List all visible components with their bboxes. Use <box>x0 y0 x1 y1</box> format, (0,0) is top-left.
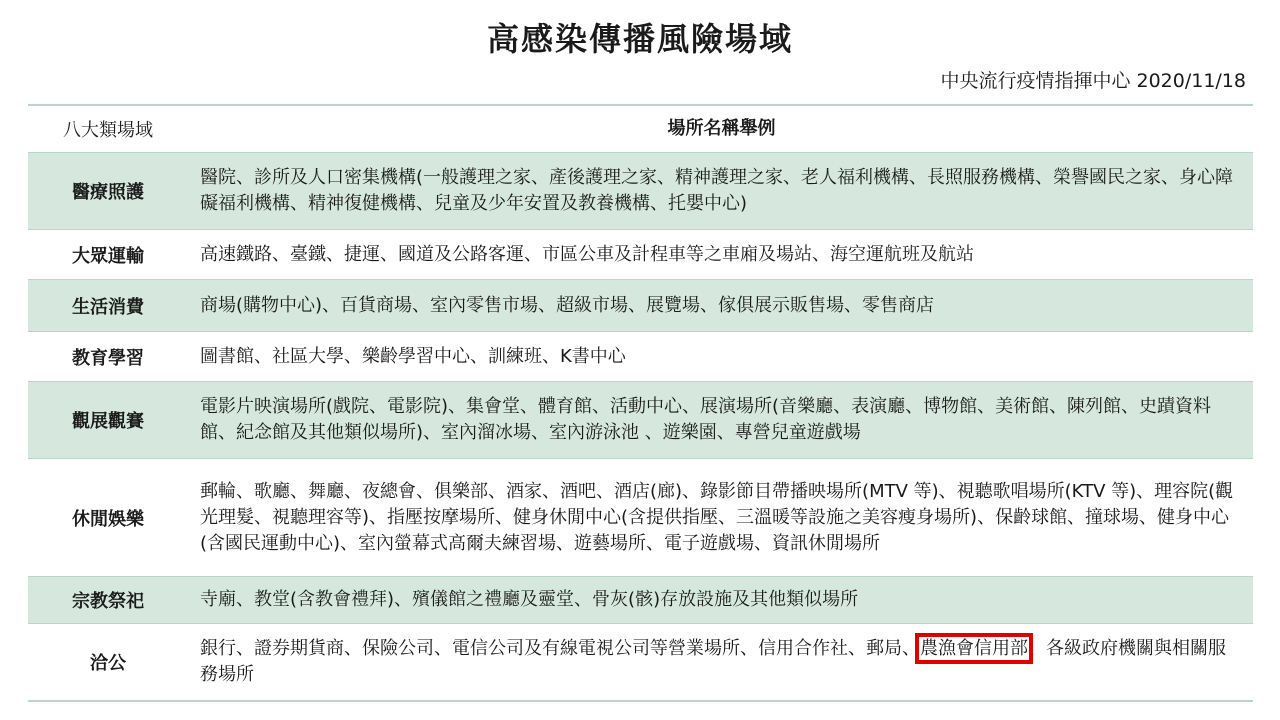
row-examples: 寺廟、教堂(含教會禮拜)、殯儀館之禮廳及靈堂、骨灰(骸)存放設施及其他類似場所 <box>200 589 859 610</box>
row-examples: 商場(購物中心)、百貨商場、室內零售市場、超級市場、展覽場、傢俱展示販售場、零售商店 <box>200 294 935 316</box>
column-header-examples: 場所名稱舉例 <box>667 118 776 139</box>
row-category: 醫療照護 <box>72 182 144 203</box>
row-examples <box>188 636 1253 688</box>
table-row-public-affairs <box>28 623 1253 700</box>
table-row-consumer-shopping <box>28 279 1253 331</box>
row-category: 宗教祭祀 <box>72 591 144 612</box>
column-header-category: 八大類場域 <box>63 120 153 141</box>
row-examples: 郵輪、歌廳、舞廳、夜總會、俱樂部、酒家、酒吧、酒店(廊)、錄影節目帶播映場所(MTV 等)、視聽歌唱場所(KTV 等)、理容院(觀光理髮、視聽理容等)、指壓按摩場所、健身休閒中心(含提供指壓、三溫暖等設施之美容瘦身場所)、保齡球館、撞球場、健身中心(含國民運動中心)、室內螢幕式高爾夫練習場、遊藝場所、電子遊戲場、資訊休閒場所 <box>200 480 1234 554</box>
highlighted-venue: 農漁會信用部 <box>920 638 1028 659</box>
table-row-leisure-entertainment <box>28 458 1253 576</box>
row-category: 教育學習 <box>72 347 144 369</box>
table-row-public-transport <box>28 229 1253 279</box>
row-category: 大眾運輸 <box>72 245 144 267</box>
row-examples: 醫院、診所及人口密集機構(一般護理之家、產後護理之家、精神護理之家、老人福利機構、長照服務機構、榮譽國民之家、身心障礙福利機構、精神復健機構、兒童及少年安置及教養機構、托嬰中心) <box>200 167 1234 214</box>
table-header-row <box>28 106 1253 152</box>
source-and-date: 中央流行疫情指揮中心 2020/11/18 <box>940 70 1246 92</box>
examples-text-before: 銀行、證券期貨商、保險公司、電信公司及有線電視公司等營業場所、信用合作社、郵局、 <box>200 638 920 659</box>
row-examples: 電影片映演場所(戲院、電影院)、集會堂、體育館、活動中心、展演場所(音樂廳、表演廳、博物館、美術館、陳列館、史蹟資料館、紀念館及其他類似場所)、室內溜冰場、室內游泳池 、遊樂園、專營兒童遊戲場 <box>200 396 1212 443</box>
row-category: 觀展觀賽 <box>72 411 144 432</box>
examples-text-after: 、各級政府機關與相關服務場所 <box>200 638 1226 685</box>
table-row-medical-care <box>28 152 1253 229</box>
table-row-religious-worship <box>28 576 1253 623</box>
row-examples: 高速鐵路、臺鐵、捷運、國道及公路客運、市區公車及計程車等之車廂及場站、海空運航班及航站 <box>200 243 974 265</box>
row-category: 洽公 <box>90 653 126 674</box>
table-row-education <box>28 331 1253 381</box>
row-category: 生活消費 <box>72 296 144 318</box>
row-examples: 圖書館、社區大學、樂齡學習中心、訓練班、K書中心 <box>200 345 626 367</box>
risk-venue-table <box>28 104 1253 702</box>
table-row-exhibitions-events <box>28 381 1253 458</box>
page-title: 高感染傳播風險場域 <box>486 20 793 58</box>
row-category: 休閒娛樂 <box>72 508 144 530</box>
